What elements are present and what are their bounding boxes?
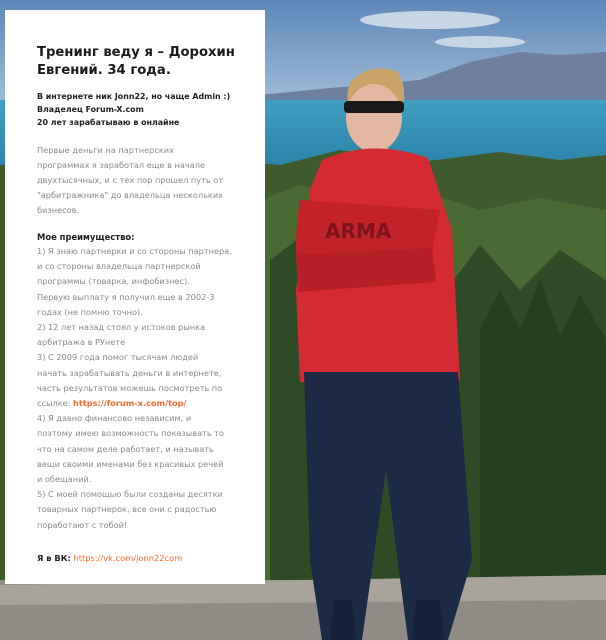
author-summary [37,90,265,129]
advantage-line: начать зарабатывать деньги в интернете, [37,367,222,378]
card-title: Тренинг веду я – Дорохин Евгений. 34 года. [37,45,235,78]
intro-line: бизнесов. [37,205,80,215]
advantages-title: Мое преимущество: [37,232,135,242]
advantage-line: арбитража в РУнете [37,337,126,348]
advantages-list [37,244,242,533]
advantage-line: 5) С моей помощью были созданы десятки [37,489,223,500]
advantage-line: 2) 12 лет назад стоял у истоков рынка [37,322,206,333]
intro-line: двухтысячных, и с тех пор прошел путь от [37,175,224,185]
advantage-line: Первую выплату я получил еще в 2002-3 [37,291,215,302]
vk-link[interactable]: https://vk.com/jonn22com [73,552,183,563]
svg-text:ARMA: ARMA [325,219,392,243]
link-prefix: ссылке: [37,398,74,409]
intro-line: программах я заработал еще в начале [37,160,205,170]
vk-label: Я в ВК: [37,552,71,563]
nickname-line: В интернете ник Jonn22, но чаще Admin :) [37,92,231,101]
advantage-line: что на самом деле работает, и называть [37,443,214,454]
vk-contact [37,551,265,565]
advantage-line: годах (не помню точно). [37,306,143,317]
advantage-line: программы (товарка, инфобизнес). [37,276,190,287]
advantage-line: товарных партнерок, все они с радостью [37,504,217,515]
advantage-line: и со стороны владельца партнерской [37,261,201,272]
advantage-line: вещи своими именами без красивых речей [37,458,224,469]
owner-line: Владелец Forum-X.com [37,105,144,114]
intro-paragraph [37,143,237,218]
forum-top-link[interactable]: https://forum-x.com/top/ [73,398,187,409]
advantage-line: 3) С 2009 года помог тысячам людей [37,352,199,363]
intro-line: Первые деньги на партнерских [37,145,174,155]
advantage-line: часть результатов можешь посмотреть по [37,382,223,393]
advantage-line: поработают с тобой! [37,519,128,530]
info-card [5,10,265,584]
intro-line: "арбитражника" до владельца нескольких [37,190,224,200]
advantage-line: поэтому имею возможность показывать то [37,428,225,439]
advantage-line: 1) Я знаю партнерки и со стороны партнера, [37,246,232,256]
advantage-line: 4) Я давно финансово независим, и [37,413,192,424]
advantage-line: и обещаний. [37,474,92,485]
experience-line: 20 лет зарабатываю в онлайне [37,118,180,127]
link-line [37,396,242,411]
